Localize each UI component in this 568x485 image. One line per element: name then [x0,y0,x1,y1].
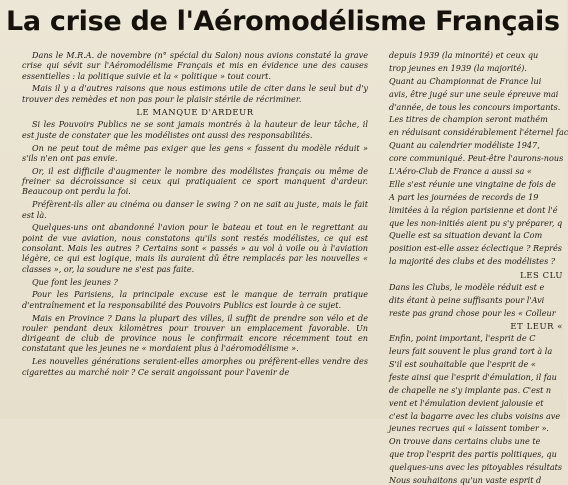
paragraph: en réduisant considérablement l'éternel fac [389,127,568,138]
paragraph: Nous souhaitons qu'un vaste esprit d [389,475,542,485]
paragraph: avis, être jugé sur une seule épreuve mai [389,88,559,99]
paragraph: Enfin, point important, l'esprit de C [389,333,536,344]
paragraph: L'Aéro-Club de France a aussi sa « [389,166,532,177]
paragraph: Or, il est difficile d'augmenter le nombre des modélistes français ou même de freiner sa décroissance si ceux qui pratiquaient ce sport manquent d'ardeur. Beaucoup ont perdu la foi. [22,165,368,197]
paragraph: que trop l'esprit des partis politiques, qu [389,449,557,460]
paragraph: jeunes recrues qui « laissent tomber ». [389,423,549,434]
paragraph: On trouve dans certains clubs une te [389,436,541,447]
paragraph: Pour les Parisiens, la principale excuse est le manque de terrain pratique d'entraînement et la responsabilité des Pouvoirs Publics est lourde à ce sujet. [22,289,368,310]
paragraph: dits étant à peine suffisants pour l'Avi [389,294,545,305]
paragraph: Quelques-uns ont abandonné l'avion pour le bateau et tout en le regrettant au point de vue aviation, nous constatons qu'ils sont restés modélistes, ce qui est consolant. Mais les autres ? Certains sont « passés » au vol à voile ou à l'aviation légère, ce qui est logique, mais ils auraient dû être remplacés par les nouvelles « classes », or, la soudure ne s'est pas faite. [22,222,368,274]
paragraph: reste pas grand chose pour les « Colleur [389,307,556,318]
paragraph: vent et l'émulation devient jalousie et [389,397,544,408]
paragraph: core communiqué. Peut-être l'aurons-nous [389,153,564,164]
paragraph: Dans les Clubs, le modèle réduit est e [389,281,545,292]
section-heading: ET LEUR « [510,320,563,331]
section-heading: LE MANQUE D'ARDEUR [136,107,254,118]
section-heading: LES CLU [520,269,563,280]
paragraph: trop jeunes en 1939 (la majorité). [389,62,527,73]
paragraph: que les non-initiés aient pu s'y préparer, q [389,217,563,228]
paragraph: Quant au Championnat de France lui [389,75,542,86]
paragraph: de chapelle ne s'y implante pas. C'est n [389,384,552,395]
paragraph: Mais il y a d'autres raisons que nous estimons utile de citer dans le seul but d'y trouver des remèdes et non pas pour le plaisir stérile de récriminer. [22,83,368,104]
paragraph: Les nouvelles générations seraient-elles amorphes ou préfèrent-elles vendre des cigarettes au marché noir ? Ce serait angoissant pour l'avenir de [22,356,368,377]
paragraph: S'il est souhaitable que l'esprit de « [389,359,536,369]
paragraph: Que font les jeunes ? [32,276,118,287]
paragraph: limitées à la région parisienne et dont l'é [389,204,558,215]
paragraph: la majorité des clubs et des modélistes ? [389,256,556,267]
article-title: La crise de l'Aéromodélisme Français [6,6,560,37]
paragraph: Quelle est sa situation devant la Com [389,230,543,241]
paragraph: Les titres de champion seront mathém [389,114,548,125]
paragraph: Si les Pouvoirs Publics ne se sont jamais montrés à la hauteur de leur tâche, il est juste de constater que les modélistes ont aussi des responsabilités. [22,119,368,140]
paragraph: position est-elle assez éclectique ? Représ [389,243,562,254]
paragraph: c'est la bagarre avec les clubs voisins ave [389,410,561,421]
paragraph: depuis 1939 (la minorité) et ceux qu [389,50,539,60]
paragraph: Préfèrent-ils aller au cinéma ou danser le swing ? on ne sait au juste, mais le fait est là. [22,199,368,220]
left-text-column [22,50,368,419]
paragraph: Quant au calendrier modéliste 1947, [389,140,540,151]
paragraph: A part les journées de records de 19 [389,191,539,202]
paragraph: feste ainsi que l'esprit d'émulation, il fau [389,371,557,382]
paragraph: On ne peut tout de même pas exiger que les gens « fassent du modèle réduit » s'ils n'en ont pas envie. [22,142,368,163]
paragraph: Elle s'est réunie une vingtaine de fois de [389,178,556,189]
paragraph: leurs fait souvent le plus grand tort à la [389,346,553,357]
paragraph: Dans le M.R.A. de novembre (n° spécial du Salon) nous avions constaté la grave crise qui sévit sur l'Aéromodélisme Français et mis en évidence une des causes essentielles : la politique suivie et la « politique » tout court. [22,50,368,81]
paragraph: d'année, de tous les concours importants. [389,101,561,112]
right-text-column [379,50,568,485]
paragraph: Mais en Province ? Dans la plupart des villes, il suffit de prendre son vélo et de rouler pendant deux kilomètres pour trouver un emplacement favorable. Un dirigeant de club de province nous le confirmait encore récemment tout en constatant que les jeunes ne « mordaient plus à l'aéromodélisme ». [22,312,368,354]
paragraph: quelques-uns avec les pitoyables résultats [389,462,563,473]
